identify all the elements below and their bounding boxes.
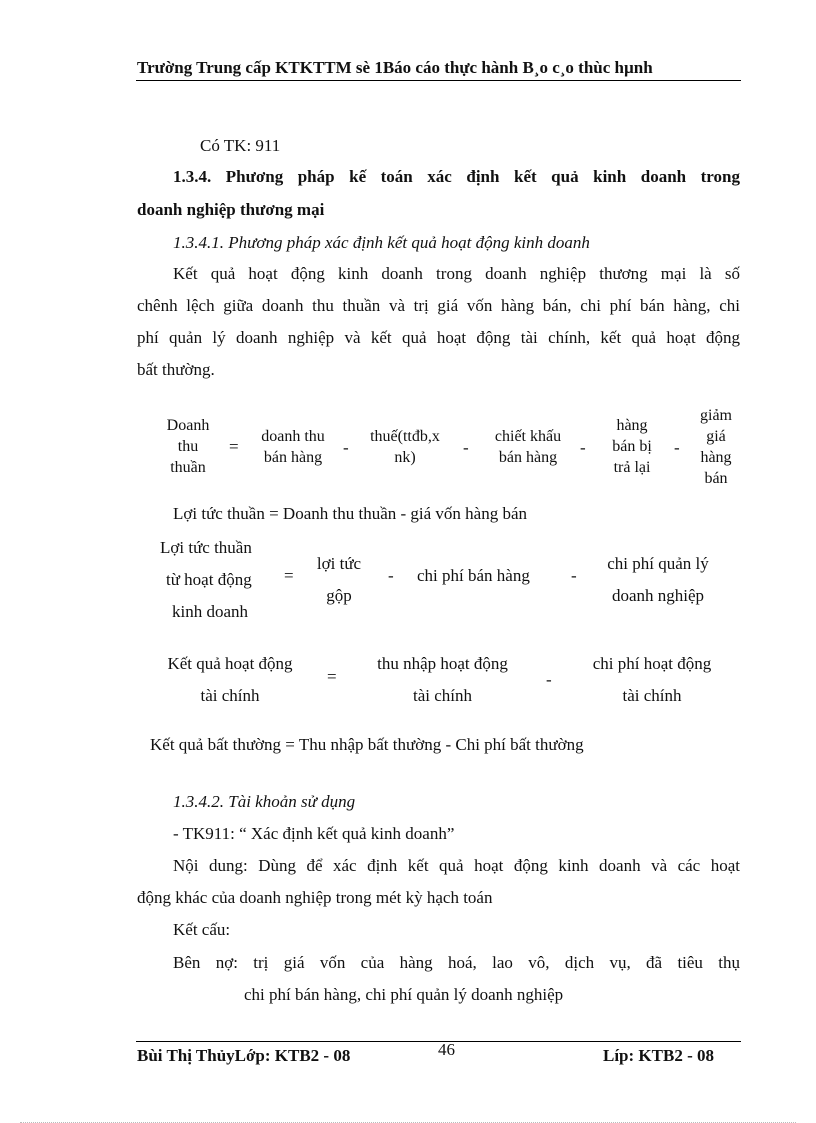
ket-qua-bat-thuong-formula: Kết quả bất thường = Thu nhập bất thường - Chi phí bất thường: [150, 735, 584, 754]
formula1-minus: -: [580, 438, 586, 457]
paragraph-line: Kết quả hoạt động kinh doanh trong doanh nghiệp thương mại là số: [173, 264, 740, 283]
formula1-term2: thuế(ttđb,x nk): [370, 428, 440, 466]
formula1-minus: -: [343, 438, 349, 457]
formula1-minus: -: [674, 438, 680, 457]
formula2-term2: chi phí bán hàng: [417, 566, 530, 585]
formula3-term1: thu nhập hoạt động tài chính: [377, 654, 508, 705]
formula2-lhs: Lợi tức thuần từ hoạt động kinh doanh: [160, 538, 252, 621]
formula3-term2: chi phí hoạt động tài chính: [592, 654, 712, 705]
formula1-term4: hàng bán bị trả lại: [612, 417, 652, 476]
footer-right: Líp: KTB2 - 08: [603, 1046, 714, 1065]
loi-tuc-thuan-formula: Lợi tức thuần = Doanh thu thuần - giá vốn hàng bán: [173, 504, 528, 523]
formula2-equals: =: [284, 566, 294, 585]
paragraph-line: chênh lệch giữa doanh thu thuần và trị giá vốn hàng bán, chi phí bán hàng, chi: [137, 296, 740, 315]
subsection-title-1: 1.3.4.1. Phương pháp xác định kết quả hoạt động kinh doanh: [173, 233, 590, 252]
formula2-minus: -: [388, 566, 394, 585]
paragraph-line: phí quản lý doanh nghiệp và kết quả hoạt động tài chính, kết quả hoạt động: [137, 328, 740, 347]
subsection-title-2: 1.3.4.2. Tài khoản sử dụng: [173, 792, 356, 811]
section-heading-line2: doanh nghiệp thương mại: [137, 200, 325, 219]
ket-cau-label: Kết cấu:: [173, 920, 231, 939]
ben-no-line1: Bên nợ: trị giá vốn của hàng hoá, lao vô, dịch vụ, đã tiêu thụ: [173, 953, 740, 972]
formula3-equals: =: [327, 667, 337, 686]
header-rule: [136, 80, 741, 81]
formula1-term3: chiết khấu bán hàng: [494, 428, 562, 466]
formula1-lhs: Doanh thu thuần: [166, 417, 210, 476]
formula2-term3: chi phí quản lý doanh nghiệp: [607, 554, 709, 605]
formula3-minus: -: [546, 670, 552, 689]
formula1-minus: -: [463, 438, 469, 457]
formula1-term1: doanh thu bán hàng: [261, 428, 325, 466]
section-heading-line1: 1.3.4. Phương pháp kế toán xác định kết quả kinh doanh trong: [173, 167, 740, 186]
noi-dung-line2: động khác của doanh nghiệp trong mét kỳ hạch toán: [137, 888, 493, 907]
formula2-term1: lợi tức gộp: [316, 554, 362, 605]
ben-no-line2: chi phí bán hàng, chi phí quản lý doanh nghiệp: [244, 985, 564, 1004]
tk911-line: - TK911: “ Xác định kết quả kinh doanh”: [173, 824, 455, 843]
formula1-term5: giảm giá hàng bán: [700, 407, 732, 487]
paragraph-line: bất thường.: [137, 360, 215, 379]
co-tk-line: Có TK: 911: [200, 136, 281, 155]
noi-dung-line1: Nội dung: Dùng để xác định kết quả hoạt động kinh doanh và các hoạt: [173, 856, 740, 875]
page-number: 46: [438, 1040, 455, 1059]
page-header: Trường Trung cấp KTKTTM sè 1Báo cáo thực hành B¸o c¸o thùc hµnh: [137, 58, 653, 77]
formula1-equals: =: [229, 437, 239, 456]
formula3-lhs: Kết quả hoạt động tài chính: [167, 654, 293, 705]
footer-left: Bùi Thị ThủyLớp: KTB2 - 08: [137, 1046, 351, 1065]
formula2-minus: -: [571, 566, 577, 585]
